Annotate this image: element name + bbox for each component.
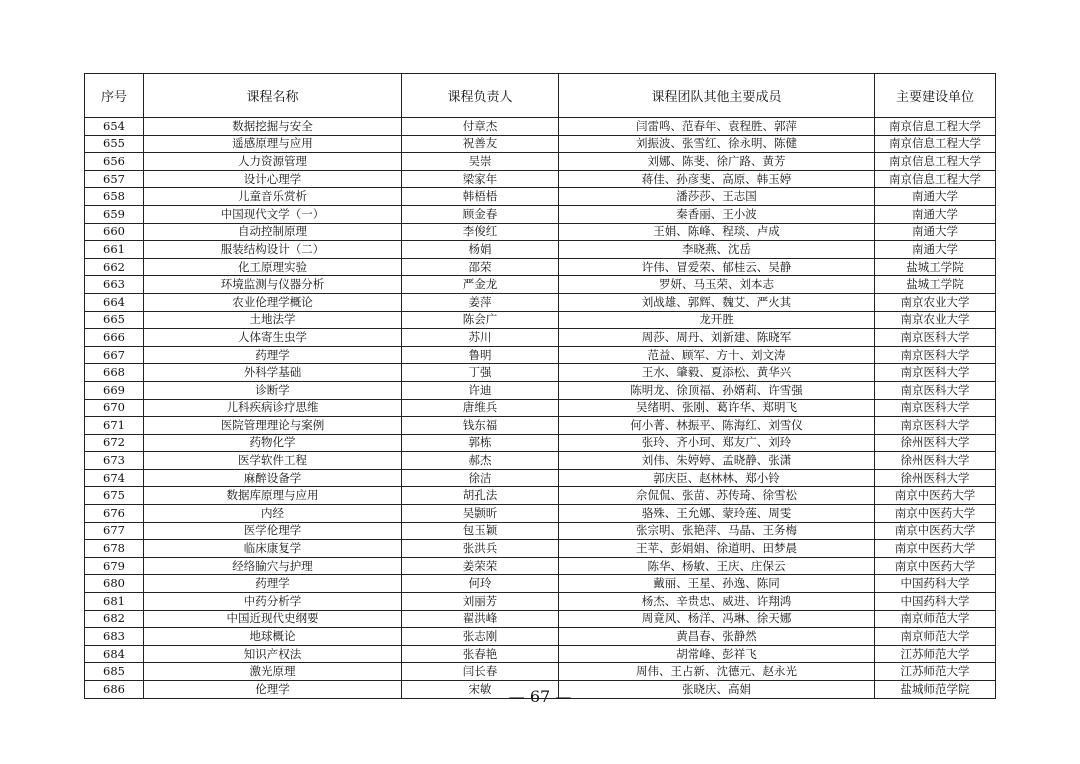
cell-team-members: 刘战雄、郭辉、魏艾、严火其 <box>559 293 875 311</box>
cell-course-name: 儿科疾病诊疗思维 <box>144 399 402 417</box>
table-row <box>85 540 996 558</box>
course-table <box>84 73 996 699</box>
cell-institution: 盐城工学院 <box>875 258 996 276</box>
cell-institution: 南通大学 <box>875 188 996 206</box>
cell-course-lead: 徐洁 <box>402 469 559 487</box>
cell-institution: 南京农业大学 <box>875 311 996 329</box>
table-row <box>85 487 996 505</box>
header-team-members: 课程团队其他主要成员 <box>559 74 875 118</box>
cell-institution: 南京医科大学 <box>875 346 996 364</box>
page-number: — 67 — <box>508 687 572 706</box>
cell-index: 660 <box>85 223 144 241</box>
cell-course-lead: 梁家年 <box>402 170 559 188</box>
header-course-lead: 课程负责人 <box>402 74 559 118</box>
cell-institution: 南京师范大学 <box>875 610 996 628</box>
cell-institution: 南京中医药大学 <box>875 487 996 505</box>
cell-course-name: 经络腧穴与护理 <box>144 557 402 575</box>
cell-course-lead: 顾金春 <box>402 205 559 223</box>
cell-index: 668 <box>85 364 144 382</box>
cell-course-name: 人体寄生虫学 <box>144 329 402 347</box>
cell-team-members: 周莎、周丹、刘新建、陈晓军 <box>559 329 875 347</box>
cell-index: 681 <box>85 593 144 611</box>
table-row <box>85 153 996 171</box>
cell-institution: 南京医科大学 <box>875 381 996 399</box>
cell-team-members: 王水、肇毅、夏添松、黄华兴 <box>559 364 875 382</box>
cell-course-lead: 包玉颖 <box>402 522 559 540</box>
cell-course-name: 内经 <box>144 505 402 523</box>
cell-course-lead: 姜萍 <box>402 293 559 311</box>
cell-course-lead: 闫长春 <box>402 663 559 681</box>
cell-team-members: 范益、顾军、方十、刘文涛 <box>559 346 875 364</box>
table-row <box>85 276 996 294</box>
cell-course-name: 药理学 <box>144 575 402 593</box>
table-header-row <box>85 74 996 118</box>
cell-course-lead: 邵荣 <box>402 258 559 276</box>
cell-team-members: 王娟、陈峰、程琰、卢成 <box>559 223 875 241</box>
table-row <box>85 188 996 206</box>
cell-course-lead: 丁强 <box>402 364 559 382</box>
cell-institution: 徐州医科大学 <box>875 434 996 452</box>
cell-index: 686 <box>85 681 144 699</box>
table-row <box>85 223 996 241</box>
cell-institution: 南京信息工程大学 <box>875 153 996 171</box>
cell-course-name: 数据库原理与应用 <box>144 487 402 505</box>
cell-course-name: 土地法学 <box>144 311 402 329</box>
cell-institution: 南京师范大学 <box>875 628 996 646</box>
cell-institution: 中国药科大学 <box>875 593 996 611</box>
table-row <box>85 118 996 136</box>
cell-team-members: 杨杰、辛贵忠、威进、许翔鸿 <box>559 593 875 611</box>
cell-index: 678 <box>85 540 144 558</box>
cell-institution: 江苏师范大学 <box>875 663 996 681</box>
table-row <box>85 258 996 276</box>
table-row <box>85 205 996 223</box>
table-row <box>85 311 996 329</box>
cell-index: 664 <box>85 293 144 311</box>
table-row <box>85 575 996 593</box>
cell-institution: 盐城工学院 <box>875 276 996 294</box>
cell-institution: 南京中医药大学 <box>875 557 996 575</box>
cell-institution: 南京中医药大学 <box>875 540 996 558</box>
cell-course-lead: 钱东福 <box>402 417 559 435</box>
cell-index: 673 <box>85 452 144 470</box>
cell-course-name: 麻醉设备学 <box>144 469 402 487</box>
cell-course-name: 伦理学 <box>144 681 402 699</box>
table-body <box>85 118 996 699</box>
table-row <box>85 135 996 153</box>
cell-course-name: 外科学基础 <box>144 364 402 382</box>
cell-team-members: 戴丽、王星、孙逸、陈同 <box>559 575 875 593</box>
cell-index: 659 <box>85 205 144 223</box>
table-row <box>85 293 996 311</box>
cell-course-lead: 鲁明 <box>402 346 559 364</box>
cell-course-name: 服装结构设计（二） <box>144 241 402 259</box>
cell-index: 656 <box>85 153 144 171</box>
table-row <box>85 469 996 487</box>
cell-index: 662 <box>85 258 144 276</box>
cell-team-members: 刘伟、朱婷婷、孟晓静、张潇 <box>559 452 875 470</box>
cell-team-members: 李晓燕、沈岳 <box>559 241 875 259</box>
cell-team-members: 蒋佳、孙彦斐、高原、韩玉婷 <box>559 170 875 188</box>
table-row <box>85 522 996 540</box>
cell-course-lead: 张洪兵 <box>402 540 559 558</box>
table-row <box>85 593 996 611</box>
cell-institution: 徐州医科大学 <box>875 469 996 487</box>
cell-course-name: 医学伦理学 <box>144 522 402 540</box>
cell-index: 682 <box>85 610 144 628</box>
cell-institution: 南京农业大学 <box>875 293 996 311</box>
cell-course-lead: 陈会广 <box>402 311 559 329</box>
cell-course-name: 自动控制原理 <box>144 223 402 241</box>
header-index: 序号 <box>85 74 144 118</box>
cell-index: 674 <box>85 469 144 487</box>
cell-course-lead: 付章杰 <box>402 118 559 136</box>
table-row <box>85 557 996 575</box>
table-row <box>85 170 996 188</box>
cell-institution: 南京医科大学 <box>875 417 996 435</box>
cell-team-members: 陈明龙、徐顶福、孙婿莉、许雪强 <box>559 381 875 399</box>
cell-index: 657 <box>85 170 144 188</box>
cell-team-members: 刘振波、张雪红、徐永明、陈健 <box>559 135 875 153</box>
cell-course-lead: 何玲 <box>402 575 559 593</box>
cell-course-name: 中药分析学 <box>144 593 402 611</box>
cell-index: 675 <box>85 487 144 505</box>
cell-course-name: 化工原理实验 <box>144 258 402 276</box>
cell-course-lead: 宋敏 <box>402 681 559 699</box>
cell-institution: 中国药科大学 <box>875 575 996 593</box>
cell-course-lead: 张志刚 <box>402 628 559 646</box>
cell-course-name: 环境监测与仪器分析 <box>144 276 402 294</box>
cell-team-members: 胡常峰、彭祥飞 <box>559 645 875 663</box>
cell-course-name: 人力资源管理 <box>144 153 402 171</box>
table-row <box>85 329 996 347</box>
table-row <box>85 364 996 382</box>
header-course-name: 课程名称 <box>144 74 402 118</box>
cell-index: 671 <box>85 417 144 435</box>
cell-index: 679 <box>85 557 144 575</box>
cell-course-lead: 唐维兵 <box>402 399 559 417</box>
cell-course-lead: 翟洪峰 <box>402 610 559 628</box>
cell-index: 684 <box>85 645 144 663</box>
cell-index: 677 <box>85 522 144 540</box>
cell-index: 661 <box>85 241 144 259</box>
cell-course-name: 儿童音乐赏析 <box>144 188 402 206</box>
cell-course-name: 诊断学 <box>144 381 402 399</box>
cell-team-members: 吴绪明、张刚、葛许华、郑明飞 <box>559 399 875 417</box>
cell-course-name: 医院管理理论与案例 <box>144 417 402 435</box>
cell-course-name: 药理学 <box>144 346 402 364</box>
cell-course-name: 遥感原理与应用 <box>144 135 402 153</box>
table-row <box>85 417 996 435</box>
cell-team-members: 潘莎莎、王志国 <box>559 188 875 206</box>
cell-course-lead: 严金龙 <box>402 276 559 294</box>
cell-course-name: 农业伦理学概论 <box>144 293 402 311</box>
cell-team-members: 秦香丽、王小波 <box>559 205 875 223</box>
cell-course-lead: 姜荣荣 <box>402 557 559 575</box>
cell-institution: 南京信息工程大学 <box>875 170 996 188</box>
cell-institution: 南京信息工程大学 <box>875 118 996 136</box>
cell-team-members: 何小菁、林振平、陈海红、刘雪仪 <box>559 417 875 435</box>
cell-course-lead: 郝杰 <box>402 452 559 470</box>
cell-index: 676 <box>85 505 144 523</box>
table-row <box>85 381 996 399</box>
cell-index: 665 <box>85 311 144 329</box>
table-row <box>85 346 996 364</box>
table-row <box>85 628 996 646</box>
cell-course-name: 中国近现代史纲要 <box>144 610 402 628</box>
cell-team-members: 骆殊、王允娜、蒙玲莲、周雯 <box>559 505 875 523</box>
table-row <box>85 434 996 452</box>
cell-institution: 南京信息工程大学 <box>875 135 996 153</box>
cell-institution: 南京医科大学 <box>875 399 996 417</box>
cell-index: 663 <box>85 276 144 294</box>
cell-course-lead: 祝善友 <box>402 135 559 153</box>
header-institution: 主要建设单位 <box>875 74 996 118</box>
cell-course-lead: 韩梧梧 <box>402 188 559 206</box>
cell-index: 669 <box>85 381 144 399</box>
cell-index: 654 <box>85 118 144 136</box>
cell-course-lead: 胡孔法 <box>402 487 559 505</box>
cell-team-members: 刘娜、陈斐、徐广路、黄芳 <box>559 153 875 171</box>
table-row <box>85 452 996 470</box>
cell-course-lead: 吴崇 <box>402 153 559 171</box>
cell-team-members: 黄昌春、张静然 <box>559 628 875 646</box>
cell-course-name: 医学软件工程 <box>144 452 402 470</box>
cell-course-name: 数据挖掘与安全 <box>144 118 402 136</box>
cell-institution: 南京中医药大学 <box>875 505 996 523</box>
cell-course-name: 设计心理学 <box>144 170 402 188</box>
cell-index: 666 <box>85 329 144 347</box>
cell-institution: 盐城师范学院 <box>875 681 996 699</box>
cell-course-name: 临床康复学 <box>144 540 402 558</box>
cell-team-members: 郭庆臣、赵林林、郑小铃 <box>559 469 875 487</box>
table-row <box>85 663 996 681</box>
cell-course-lead: 吴颢昕 <box>402 505 559 523</box>
cell-team-members: 龙开胜 <box>559 311 875 329</box>
cell-course-name: 激光原理 <box>144 663 402 681</box>
cell-course-lead: 李俊红 <box>402 223 559 241</box>
table-row <box>85 241 996 259</box>
cell-course-name: 药物化学 <box>144 434 402 452</box>
cell-team-members: 周伟、王占新、沈德元、赵永光 <box>559 663 875 681</box>
cell-team-members: 罗妍、马玉荣、刘本志 <box>559 276 875 294</box>
cell-index: 683 <box>85 628 144 646</box>
cell-index: 672 <box>85 434 144 452</box>
cell-index: 655 <box>85 135 144 153</box>
cell-institution: 南通大学 <box>875 223 996 241</box>
cell-institution: 南京医科大学 <box>875 329 996 347</box>
cell-course-lead: 郭栋 <box>402 434 559 452</box>
table-row <box>85 399 996 417</box>
cell-institution: 南京医科大学 <box>875 364 996 382</box>
cell-course-lead: 许迪 <box>402 381 559 399</box>
cell-course-lead: 张春艳 <box>402 645 559 663</box>
cell-index: 685 <box>85 663 144 681</box>
cell-course-lead: 刘丽芳 <box>402 593 559 611</box>
cell-institution: 南京中医药大学 <box>875 522 996 540</box>
cell-institution: 徐州医科大学 <box>875 452 996 470</box>
cell-team-members: 闫雷鸣、范春年、袁程胜、郭萍 <box>559 118 875 136</box>
cell-institution: 南通大学 <box>875 241 996 259</box>
cell-team-members: 张晓庆、高娟 <box>559 681 875 699</box>
cell-course-lead: 杨娟 <box>402 241 559 259</box>
cell-team-members: 陈华、杨敏、王庆、庄保云 <box>559 557 875 575</box>
cell-course-name: 知识产权法 <box>144 645 402 663</box>
cell-team-members: 周竟风、杨洋、冯琳、徐天娜 <box>559 610 875 628</box>
cell-team-members: 张宗明、张艳萍、马晶、王务梅 <box>559 522 875 540</box>
cell-team-members: 张玲、齐小珂、郑友广、刘玲 <box>559 434 875 452</box>
cell-institution: 江苏师范大学 <box>875 645 996 663</box>
cell-index: 670 <box>85 399 144 417</box>
cell-team-members: 许伟、冒爱荣、郁桂云、吴静 <box>559 258 875 276</box>
cell-course-name: 地球概论 <box>144 628 402 646</box>
cell-course-name: 中国现代文学（一） <box>144 205 402 223</box>
table-row <box>85 645 996 663</box>
cell-team-members: 佘侃侃、张苗、苏传琦、徐雪松 <box>559 487 875 505</box>
cell-index: 680 <box>85 575 144 593</box>
cell-course-lead: 苏川 <box>402 329 559 347</box>
table-row <box>85 505 996 523</box>
cell-team-members: 王苹、彭娟娟、徐道明、田梦晨 <box>559 540 875 558</box>
cell-institution: 南通大学 <box>875 205 996 223</box>
table-row <box>85 610 996 628</box>
cell-index: 667 <box>85 346 144 364</box>
cell-index: 658 <box>85 188 144 206</box>
